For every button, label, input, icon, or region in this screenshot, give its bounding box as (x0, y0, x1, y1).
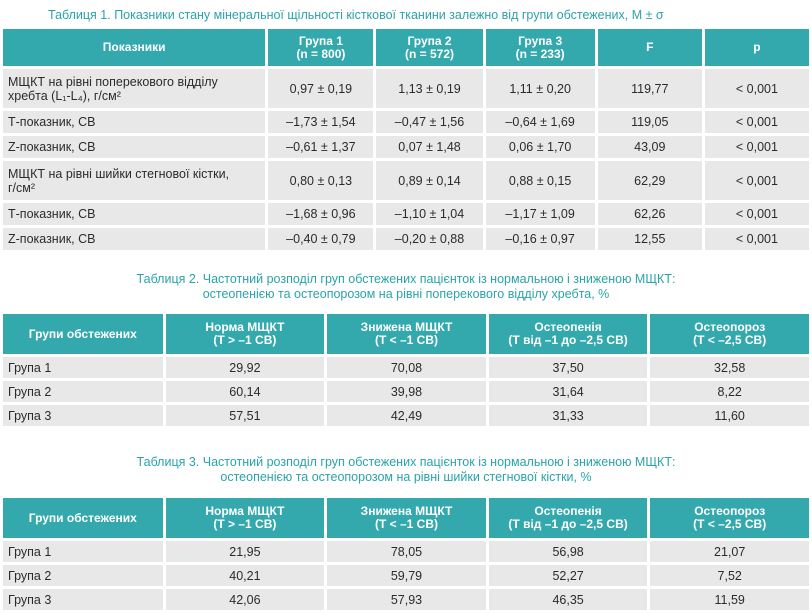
header-line2: (n = 572) (405, 46, 455, 61)
cell-group3: –0,16 ± 0,97 (486, 228, 595, 250)
cell-osteopenia: 52,27 (489, 565, 648, 586)
row-label: Група 2 (3, 565, 163, 586)
cell-group2: 1,13 ± 0,19 (376, 69, 482, 108)
cell-group1: –0,40 ± 0,79 (268, 228, 373, 250)
row-label: Група 3 (3, 405, 163, 426)
cell-f: 119,05 (598, 111, 702, 133)
cell-group1: –0,61 ± 1,37 (268, 136, 373, 158)
header-line1: Група 1 (298, 33, 343, 48)
cell-p: < 0,001 (705, 69, 809, 108)
table1-caption: Таблиця 1. Показники стану мінеральної щільності кісткової тканини залежно від групи обстежених, M ± σ (48, 8, 664, 22)
cell-f: 119,77 (598, 69, 702, 108)
cell-p: < 0,001 (705, 228, 809, 250)
header-line1: F (646, 40, 654, 54)
table3-header-cell: Групи обстежених (3, 498, 163, 538)
row-label: Група 3 (3, 589, 163, 610)
cell-group2: –0,20 ± 0,88 (376, 228, 482, 250)
cell-osteopenia: 31,33 (489, 405, 648, 426)
row-label: Т-показник, СВ (3, 203, 265, 225)
table-row (3, 565, 809, 586)
cell-f: 43,09 (598, 136, 702, 158)
row-label: Z-показник, СВ (3, 228, 265, 250)
cell-group1: 0,80 ± 0,13 (268, 161, 373, 200)
table-row (3, 69, 809, 108)
row-label: Група 1 (3, 541, 163, 562)
table2-header-cell: Остеопороз (Т < –2,5 СВ) (650, 314, 809, 354)
table1-header-cell (3, 29, 265, 66)
cell-group3: 0,06 ± 1,70 (486, 136, 595, 158)
table-row (3, 203, 809, 225)
cell-norm: 57,51 (166, 405, 325, 426)
table1-header-cell (268, 29, 373, 66)
row-label: МЩКТ на рівні шийки стегнової кістки, г/см² (3, 161, 265, 200)
cell-group3: 0,88 ± 0,15 (486, 161, 595, 200)
table-row (3, 589, 809, 610)
header-line1: Група 2 (407, 33, 452, 48)
table2-header-cell: Норма МЩКТ (Т > –1 СВ) (166, 314, 325, 354)
cell-group2: 0,89 ± 0,14 (376, 161, 482, 200)
cell-p: < 0,001 (705, 111, 809, 133)
table-row (3, 228, 809, 250)
table-row (3, 405, 809, 426)
cell-norm: 21,95 (166, 541, 325, 562)
table-row (3, 136, 809, 158)
cell-p: < 0,001 (705, 203, 809, 225)
table3-header-row (3, 498, 809, 538)
table3-header-cell: Норма МЩКТ (Т > –1 СВ) (166, 498, 325, 538)
cell-osteopenia: 37,50 (489, 357, 648, 378)
cell-group2: –1,10 ± 1,04 (376, 203, 482, 225)
cell-reduced: 70,08 (327, 357, 486, 378)
cell-osteoporosis: 8,22 (650, 381, 809, 402)
header-line1: Група 3 (518, 33, 563, 48)
table1-header-row (3, 29, 809, 66)
table1 (0, 26, 812, 253)
table-row (3, 111, 809, 133)
row-label: Т-показник, СВ (3, 111, 265, 133)
cell-osteopenia: 46,35 (489, 589, 648, 610)
cell-group3: 1,11 ± 0,20 (486, 69, 595, 108)
cell-group3: –0,64 ± 1,69 (486, 111, 595, 133)
table-row (3, 381, 809, 402)
table1-header-cell (705, 29, 809, 66)
table-row (3, 357, 809, 378)
cell-group1: –1,73 ± 1,54 (268, 111, 373, 133)
table1-header-cell (376, 29, 482, 66)
cell-group2: –0,47 ± 1,56 (376, 111, 482, 133)
table3-header-cell: Остеопенія (Т від –1 до –2,5 СВ) (489, 498, 648, 538)
table2-caption (0, 272, 812, 302)
caption-line1: Таблиця 3. Частотний розподіл груп обстежених пацієнток із нормальною і зниженою МЩКТ: (136, 455, 676, 469)
caption-line2: остеопенією та остеопорозом на рівні поперекового відділу хребта, % (202, 287, 610, 301)
cell-osteoporosis: 32,58 (650, 357, 809, 378)
cell-norm: 60,14 (166, 381, 325, 402)
table3 (0, 495, 812, 613)
table3-caption (0, 455, 812, 485)
row-label: Група 2 (3, 381, 163, 402)
row-label: МЩКТ на рівні поперекового відділу хребта (L₁-L₄), г/см² (3, 69, 265, 108)
table-row (3, 541, 809, 562)
caption-line1: Таблиця 2. Частотний розподіл груп обстежених пацієнток із нормальною і зниженою МЩКТ: (136, 272, 676, 286)
cell-norm: 40,21 (166, 565, 325, 586)
table2-header-cell: Групи обстежених (3, 314, 163, 354)
row-label: Z-показник, СВ (3, 136, 265, 158)
cell-reduced: 57,93 (327, 589, 486, 610)
table2 (0, 311, 812, 429)
table2-header-cell: Знижена МЩКТ (Т < –1 СВ) (327, 314, 486, 354)
cell-osteoporosis: 11,60 (650, 405, 809, 426)
cell-f: 62,26 (598, 203, 702, 225)
table3-header-cell: Остеопороз (Т < –2,5 СВ) (650, 498, 809, 538)
cell-osteoporosis: 11,59 (650, 589, 809, 610)
cell-reduced: 78,05 (327, 541, 486, 562)
table2-header-cell: Остеопенія (Т від –1 до –2,5 СВ) (489, 314, 648, 354)
cell-group1: –1,68 ± 0,96 (268, 203, 373, 225)
table2-header-row (3, 314, 809, 354)
cell-osteoporosis: 21,07 (650, 541, 809, 562)
cell-f: 12,55 (598, 228, 702, 250)
cell-reduced: 42,49 (327, 405, 486, 426)
caption-line2: остеопенією та остеопорозом на рівні шийки стегнової кістки, % (220, 470, 592, 484)
table-row (3, 161, 809, 200)
cell-f: 62,29 (598, 161, 702, 200)
cell-group1: 0,97 ± 0,19 (268, 69, 373, 108)
table1-header-cell (598, 29, 702, 66)
cell-reduced: 59,79 (327, 565, 486, 586)
cell-osteoporosis: 7,52 (650, 565, 809, 586)
header-line2: (n = 233) (515, 46, 565, 61)
table3-header-cell: Знижена МЩКТ (Т < –1 СВ) (327, 498, 486, 538)
row-label: Група 1 (3, 357, 163, 378)
cell-norm: 29,92 (166, 357, 325, 378)
cell-p: < 0,001 (705, 161, 809, 200)
cell-group3: –1,17 ± 1,09 (486, 203, 595, 225)
cell-p: < 0,001 (705, 136, 809, 158)
header-line1: p (753, 40, 761, 54)
header-line1: Показники (102, 40, 166, 54)
table1-header-cell (486, 29, 595, 66)
cell-osteopenia: 31,64 (489, 381, 648, 402)
header-line2: (n = 800) (296, 46, 346, 61)
cell-group2: 0,07 ± 1,48 (376, 136, 482, 158)
cell-reduced: 39,98 (327, 381, 486, 402)
cell-osteopenia: 56,98 (489, 541, 648, 562)
cell-norm: 42,06 (166, 589, 325, 610)
